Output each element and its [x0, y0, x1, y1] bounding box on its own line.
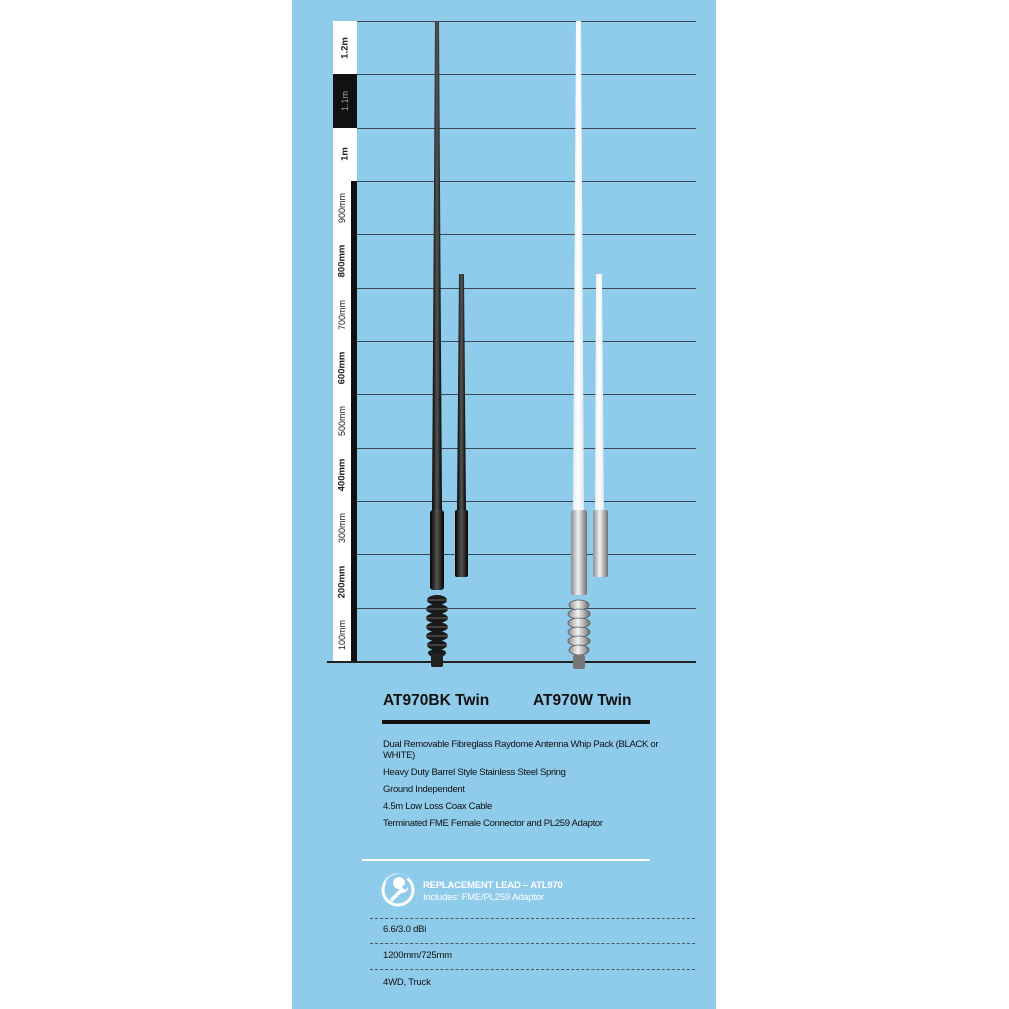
- ruler-segment: 800mm: [333, 235, 357, 288]
- ruler-segment: 900mm: [333, 181, 357, 234]
- antenna-illustration: [400, 15, 660, 675]
- feature-item: Heavy Duty Barrel Style Stainless Steel Spring: [383, 767, 566, 778]
- feature-item: Ground Independent: [383, 784, 465, 795]
- ruler-segment: 1m: [333, 128, 357, 181]
- features-divider: [362, 859, 650, 861]
- ruler-segment: 600mm: [333, 341, 357, 394]
- feature-item: 4.5m Low Loss Coax Cable: [383, 801, 492, 812]
- product-name-white: AT970W Twin: [533, 692, 632, 709]
- ruler-segment: 500mm: [333, 395, 357, 448]
- ruler-segment: 1.2m: [333, 21, 357, 74]
- height-ruler: [333, 21, 357, 662]
- feature-list: [383, 739, 683, 835]
- replacement-lead-title: REPLACEMENT LEAD – ATL970: [423, 880, 563, 891]
- spec-divider: [370, 918, 695, 919]
- ruler-segment: 300mm: [333, 502, 357, 555]
- ruler-segment: 200mm: [333, 555, 357, 608]
- ruler-segment: 100mm: [333, 608, 357, 661]
- white-short-whip: [593, 274, 608, 577]
- ruler-segment: 1.1m: [333, 74, 357, 127]
- feature-item: Dual Removable Fibreglass Raydome Antenna Whip Pack (BLACK or WHITE): [383, 739, 659, 761]
- spec-application: 4WD, Truck: [383, 977, 431, 988]
- black-long-whip: [426, 21, 448, 667]
- feature-item: Terminated FME Female Connector and PL259 Adaptor: [383, 818, 603, 829]
- spec-divider: [370, 943, 695, 944]
- ruler-segment: 700mm: [333, 288, 357, 341]
- spec-length: 1200mm/725mm: [383, 950, 452, 961]
- ruler-segment: 400mm: [333, 448, 357, 501]
- white-long-whip: [568, 21, 590, 669]
- product-name-black: AT970BK Twin: [383, 692, 490, 709]
- title-divider: [382, 720, 650, 724]
- wrench-icon: [381, 873, 415, 907]
- black-short-whip: [455, 274, 468, 577]
- spec-divider: [370, 969, 695, 970]
- replacement-lead-subtitle: Includes: FME/PL259 Adaptor: [423, 892, 544, 903]
- spec-gain: 6.6/3.0 dBi: [383, 924, 427, 935]
